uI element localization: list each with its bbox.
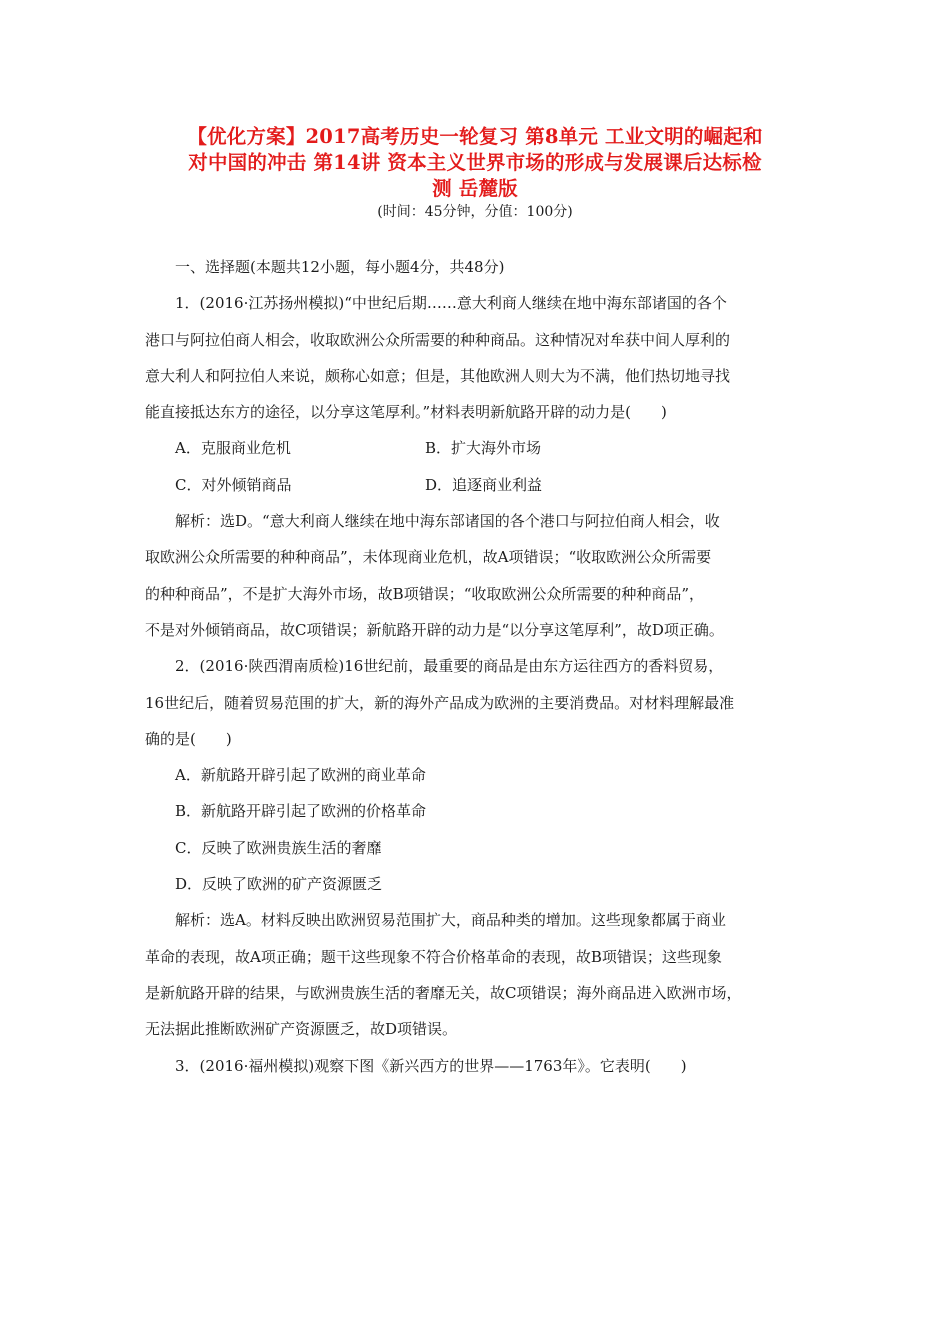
question-2-line: 16世纪后，随着贸易范围的扩大，新的海外产品成为欧洲的主要消费品。对材料理解最准 <box>145 693 735 712</box>
question-1-line: 能直接抵达东方的途径，以分享这笔厚利。”材料表明新航路开辟的动力是( ) <box>145 403 667 422</box>
option-d: D．追逐商业利益 <box>425 475 543 494</box>
question-1-line: 意大利人和阿拉伯人来说，颇称心如意；但是，其他欧洲人则大为不满，他们热切地寻找 <box>145 366 731 385</box>
question-3-line: 3．(2016·福州模拟)观察下图《新兴西方的世界——1763年》。它表明( ) <box>175 1056 687 1075</box>
question-1-analysis-line: 解析：选D。“意大利商人继续在地中海东部诸国的各个港口与阿拉伯商人相会，收 <box>175 512 720 531</box>
document-body <box>145 249 810 1084</box>
title-line: 对中国的冲击 第14讲 资本主义世界市场的形成与发展课后达标检 <box>188 151 762 174</box>
question-2-analysis-line: 是新航路开辟的结果，与欧洲贵族生活的奢靡无关，故C项错误；海外商品进入欧洲市场， <box>145 983 742 1002</box>
option-a: A．克服商业危机 <box>175 439 291 458</box>
question-1-line: 港口与阿拉伯商人相会，收取欧洲公众所需要的种种商品。这种情况对牟获中间人厚利的 <box>145 330 731 349</box>
option-a: A．新航路开辟引起了欧洲的商业革命 <box>175 766 426 785</box>
option-c: C．对外倾销商品 <box>175 475 292 494</box>
option-b: B．新航路开辟引起了欧洲的价格革命 <box>175 802 427 821</box>
option-b: B．扩大海外市场 <box>425 439 542 458</box>
question-2-line: 2．(2016·陕西渭南质检)16世纪前，最重要的商品是由东方运往西方的香料贸易， <box>175 657 724 676</box>
document-title <box>150 124 800 202</box>
question-1-analysis-line: 不是对外倾销商品，故C项错误；新航路开辟的动力是“以分享这笔厚利”，故D项正确。 <box>145 620 724 639</box>
question-2-analysis-line: 革命的表现，故A项正确；题干这些现象不符合价格革命的表现，故B项错误；这些现象 <box>145 947 722 966</box>
question-1-analysis-line: 的种种商品”，不是扩大海外市场，故B项错误；“收取欧洲公众所需要的种种商品”， <box>145 584 705 603</box>
question-2-line: 确的是( ) <box>145 729 232 748</box>
title-line: 测 岳麓版 <box>432 177 518 200</box>
option-d: D．反映了欧洲的矿产资源匮乏 <box>175 875 383 894</box>
title-line: 【优化方案】2017高考历史一轮复习 第8单元 工业文明的崛起和 <box>187 125 763 148</box>
time-score-info: (时间：45分钟，分值：100分) <box>377 204 573 220</box>
section-heading: 一、选择题(本题共12小题，每小题4分，共48分) <box>175 258 505 276</box>
question-2-analysis-line: 解析：选A。材料反映出欧洲贸易范围扩大，商品种类的增加。这些现象都属于商业 <box>175 911 726 930</box>
question-2-analysis-line: 无法据此推断欧洲矿产资源匮乏，故D项错误。 <box>145 1020 458 1039</box>
option-c: C．反映了欧洲贵族生活的奢靡 <box>175 838 382 857</box>
question-1-options-row <box>145 430 810 466</box>
question-1-analysis-line: 取欧洲公众所需要的种种商品”，未体现商业危机，故A项错误；“收取欧洲公众所需要 <box>145 548 712 567</box>
question-1-options-row <box>145 467 810 503</box>
question-1-line: 1．(2016·江苏扬州模拟)“中世纪后期……意大利商人继续在地中海东部诸国的各个 <box>175 294 727 313</box>
